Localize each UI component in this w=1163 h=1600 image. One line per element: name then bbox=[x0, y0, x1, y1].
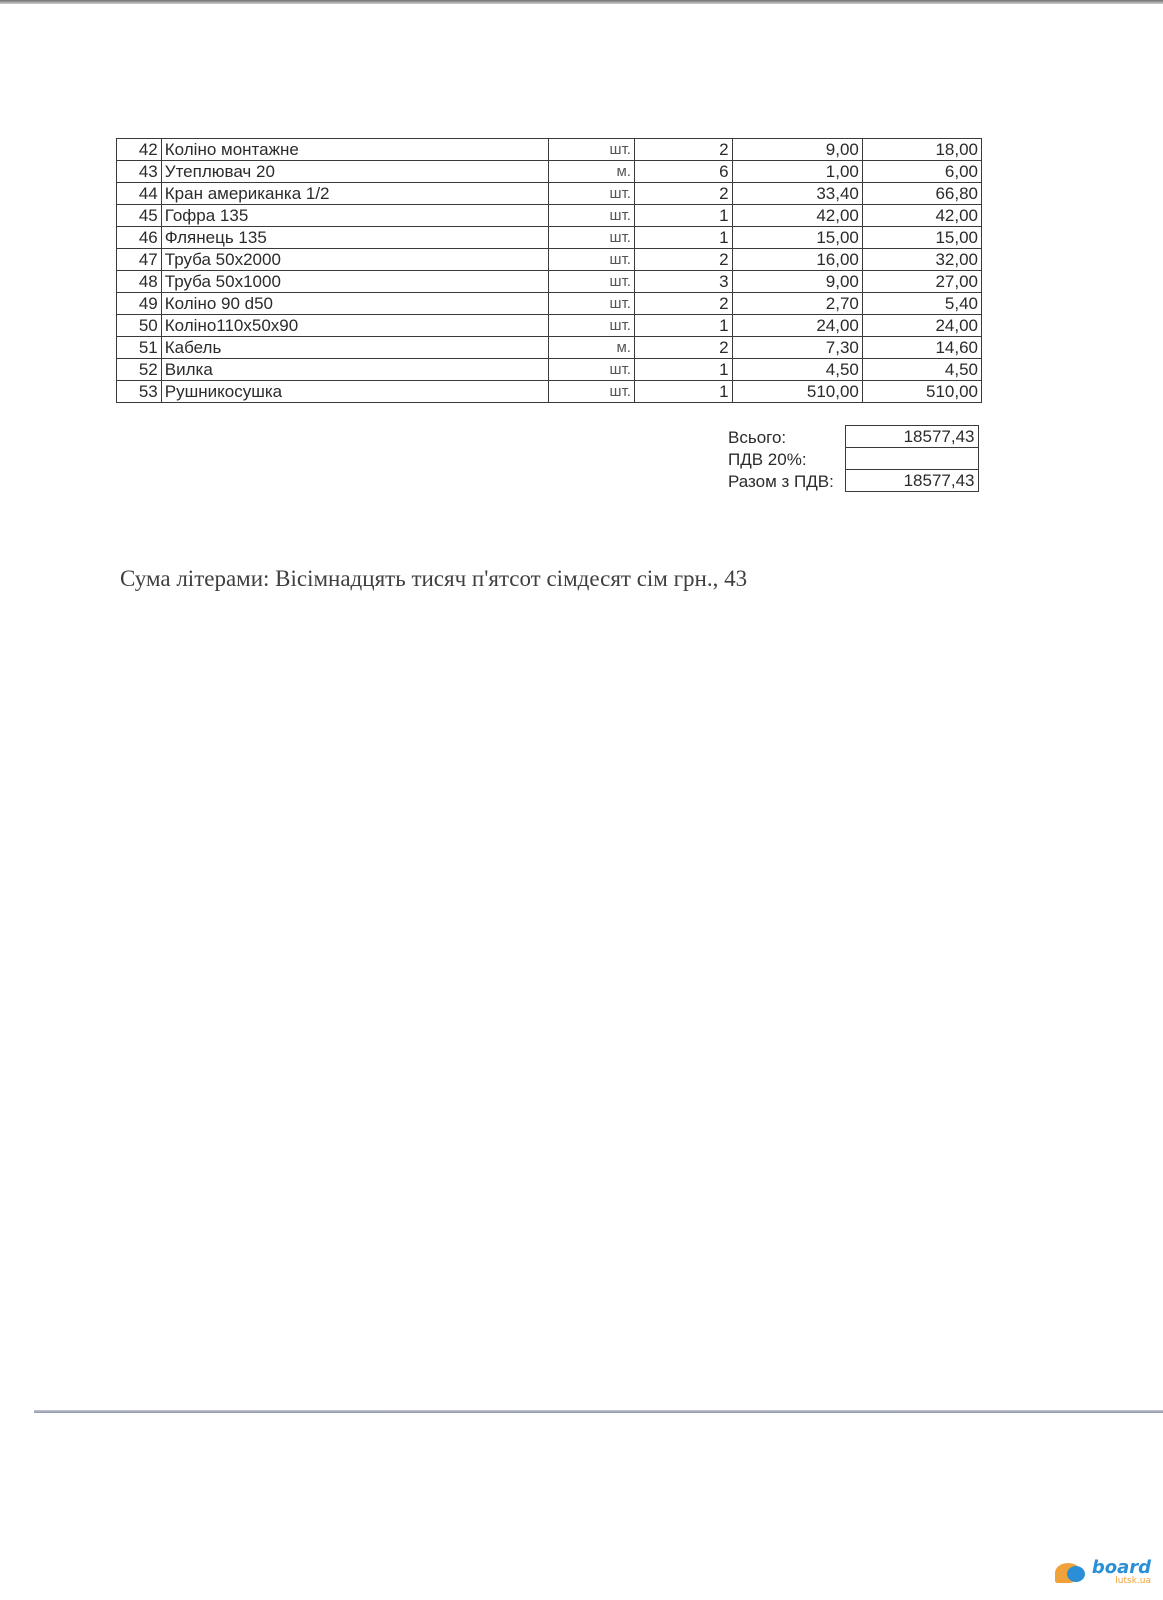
watermark-brand: board bbox=[1091, 1557, 1151, 1578]
item-qty-cell: 2 bbox=[634, 183, 732, 205]
watermark-logo bbox=[1055, 1559, 1151, 1586]
item-num-cell: 44 bbox=[117, 183, 162, 205]
subtotal-row bbox=[725, 426, 978, 448]
vat-row bbox=[725, 448, 978, 470]
item-price-cell: 33,40 bbox=[732, 183, 862, 205]
item-qty-cell: 6 bbox=[634, 161, 732, 183]
item-price-cell: 510,00 bbox=[732, 381, 862, 403]
table-row bbox=[117, 205, 982, 227]
table-row bbox=[117, 381, 982, 403]
item-name-cell: Кран американка 1/2 bbox=[161, 183, 549, 205]
item-num-cell: 48 bbox=[117, 271, 162, 293]
item-name-cell: Утеплювач 20 bbox=[161, 161, 549, 183]
item-unit-cell: шт. bbox=[549, 293, 634, 315]
table-row bbox=[117, 161, 982, 183]
item-name-cell: Вилка bbox=[161, 359, 549, 381]
item-price-cell: 24,00 bbox=[732, 315, 862, 337]
item-name-cell: Коліно110х50х90 bbox=[161, 315, 549, 337]
item-qty-cell: 1 bbox=[634, 205, 732, 227]
item-name-cell: Коліно 90 d50 bbox=[161, 293, 549, 315]
total-value: 18577,43 bbox=[845, 470, 978, 492]
item-sum-cell: 510,00 bbox=[862, 381, 981, 403]
item-price-cell: 9,00 bbox=[732, 139, 862, 161]
subtotal-value: 18577,43 bbox=[845, 426, 978, 448]
item-price-cell: 4,50 bbox=[732, 359, 862, 381]
item-num-cell: 53 bbox=[117, 381, 162, 403]
item-sum-cell: 4,50 bbox=[862, 359, 981, 381]
subtotal-label: Всього: bbox=[728, 427, 787, 447]
item-name-cell: Коліно монтажне bbox=[161, 139, 549, 161]
item-sum-cell: 42,00 bbox=[862, 205, 981, 227]
item-sum-cell: 5,40 bbox=[862, 293, 981, 315]
item-sum-cell: 24,00 bbox=[862, 315, 981, 337]
item-price-cell: 1,00 bbox=[732, 161, 862, 183]
item-sum-cell: 14,60 bbox=[862, 337, 981, 359]
table-row bbox=[117, 139, 982, 161]
items-table bbox=[116, 138, 982, 403]
item-price-cell: 16,00 bbox=[732, 249, 862, 271]
table-row bbox=[117, 183, 982, 205]
watermark-sub: lutsk.ua bbox=[1115, 1576, 1151, 1586]
item-qty-cell: 2 bbox=[634, 293, 732, 315]
item-unit-cell: шт. bbox=[549, 271, 634, 293]
table-row bbox=[117, 293, 982, 315]
item-sum-cell: 32,00 bbox=[862, 249, 981, 271]
item-price-cell: 7,30 bbox=[732, 337, 862, 359]
page-fold-line bbox=[34, 1410, 1163, 1413]
item-unit-cell: шт. bbox=[549, 249, 634, 271]
item-price-cell: 42,00 bbox=[732, 205, 862, 227]
item-qty-cell: 2 bbox=[634, 139, 732, 161]
scan-top-edge bbox=[0, 0, 1163, 4]
item-sum-cell: 15,00 bbox=[862, 227, 981, 249]
item-sum-cell: 18,00 bbox=[862, 139, 981, 161]
item-qty-cell: 1 bbox=[634, 381, 732, 403]
item-qty-cell: 1 bbox=[634, 227, 732, 249]
table-row bbox=[117, 337, 982, 359]
item-name-cell: Кабель bbox=[161, 337, 549, 359]
table-row bbox=[117, 249, 982, 271]
item-unit-cell: шт. bbox=[549, 183, 634, 205]
watermark-text bbox=[1092, 1559, 1151, 1586]
item-unit-cell: шт. bbox=[549, 315, 634, 337]
item-num-cell: 49 bbox=[117, 293, 162, 315]
table-row bbox=[117, 359, 982, 381]
item-unit-cell: м. bbox=[549, 337, 634, 359]
item-price-cell: 9,00 bbox=[732, 271, 862, 293]
item-sum-cell: 66,80 bbox=[862, 183, 981, 205]
vat-label: ПДВ 20%: bbox=[728, 449, 807, 469]
item-name-cell: Флянець 135 bbox=[161, 227, 549, 249]
item-sum-cell: 27,00 bbox=[862, 271, 981, 293]
item-num-cell: 45 bbox=[117, 205, 162, 227]
item-unit-cell: шт. bbox=[549, 205, 634, 227]
item-num-cell: 52 bbox=[117, 359, 162, 381]
item-num-cell: 42 bbox=[117, 139, 162, 161]
item-num-cell: 50 bbox=[117, 315, 162, 337]
item-num-cell: 51 bbox=[117, 337, 162, 359]
total-label: Разом з ПДВ: bbox=[728, 471, 834, 491]
item-sum-cell: 6,00 bbox=[862, 161, 981, 183]
item-name-cell: Труба 50х2000 bbox=[161, 249, 549, 271]
items-table-body bbox=[117, 139, 982, 403]
speech-bubble-icon bbox=[1055, 1563, 1081, 1583]
item-qty-cell: 3 bbox=[634, 271, 732, 293]
item-price-cell: 2,70 bbox=[732, 293, 862, 315]
item-unit-cell: шт. bbox=[549, 227, 634, 249]
item-unit-cell: шт. bbox=[549, 381, 634, 403]
item-num-cell: 47 bbox=[117, 249, 162, 271]
total-row bbox=[725, 470, 978, 492]
item-name-cell: Гофра 135 bbox=[161, 205, 549, 227]
item-qty-cell: 2 bbox=[634, 337, 732, 359]
amount-in-words: Сума літерами: Вісімнадцять тисяч п'ятсот сімдесят сім грн., 43 bbox=[120, 566, 748, 591]
item-name-cell: Рушникосушка bbox=[161, 381, 549, 403]
item-name-cell: Труба 50х1000 bbox=[161, 271, 549, 293]
table-row bbox=[117, 227, 982, 249]
item-unit-cell: шт. bbox=[549, 359, 634, 381]
item-num-cell: 43 bbox=[117, 161, 162, 183]
item-unit-cell: м. bbox=[549, 161, 634, 183]
item-unit-cell: шт. bbox=[549, 139, 634, 161]
item-qty-cell: 1 bbox=[634, 315, 732, 337]
table-row bbox=[117, 271, 982, 293]
item-price-cell: 15,00 bbox=[732, 227, 862, 249]
totals-block bbox=[725, 425, 979, 492]
table-row bbox=[117, 315, 982, 337]
vat-value bbox=[845, 448, 978, 470]
item-num-cell: 46 bbox=[117, 227, 162, 249]
item-qty-cell: 2 bbox=[634, 249, 732, 271]
item-qty-cell: 1 bbox=[634, 359, 732, 381]
